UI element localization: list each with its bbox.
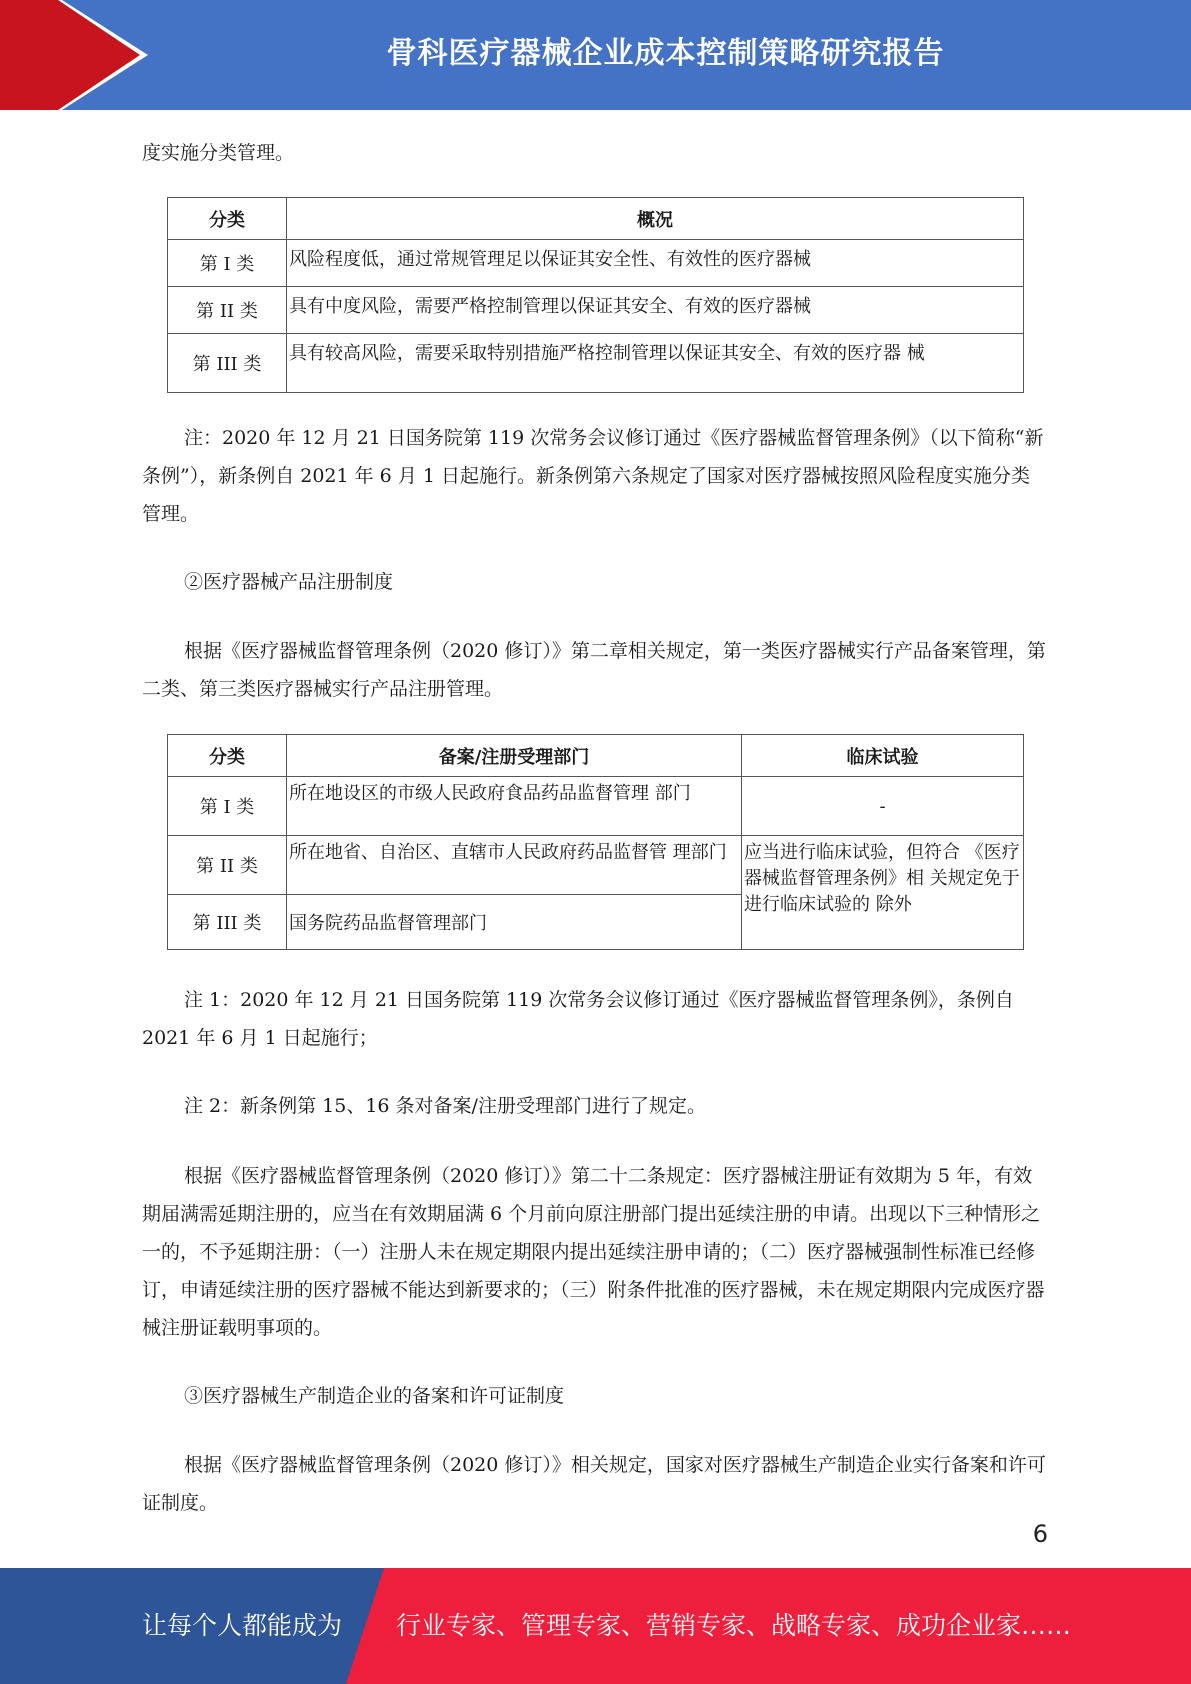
clinical-trial-merged-cell: 应当进行临床试验，但符合 《医疗器械监督管理条例》相 关规定免于进行临床试验的 除外 [742,836,1024,950]
column-header-category: 分类 [168,198,287,240]
column-header-overview: 概况 [287,198,1024,240]
table-row [168,334,1024,393]
note-paragraph: 注 2：新条例第 15、16 条对备案/注册受理部门进行了规定。 [184,1095,706,1117]
note-paragraph: 注 1：2020 年 12 月 21 日国务院第 119 次常务会议修订通过《医疗器械监督管理条例》，条例自 2021 年 6 月 1 日起施行； [142,989,1014,1049]
department-cell: 所在地省、自治区、直辖市人民政府药品监督管 理部门 [287,836,742,895]
body-paragraph: 根据《医疗器械监督管理条例（2020 修订）》第二十二条规定：医疗器械注册证有效期为 5 年，有效期届满需延期注册的，应当在有效期届满 6 个月前向原注册部门提出延续注册的申请。出现以下三种情形之一的，不予延期注册：（一）注册人未在规定期限内提出延续注册申请的；（二）医疗器械强制性标准已经修订，申请延续注册的医疗器械不能达到新要求的；（三）附条件批准的医疗器械，未在规定期限内完成医疗器械注册证载明事项的。 [142,1165,1045,1339]
overview-cell: 具有中度风险，需要严格控制管理以保证其安全、有效的医疗器械 [287,287,1024,334]
page-footer [0,1568,1191,1684]
table-row [168,836,1024,895]
page-number: 6 [1032,1520,1048,1548]
classification-table [167,197,1024,393]
intro-text: 度实施分类管理。 [142,142,295,164]
category-cell: 第 III 类 [168,895,287,950]
category-cell: 第 II 类 [168,287,287,334]
department-cell: 国务院药品监督管理部门 [287,895,742,950]
table-header-row [168,198,1024,240]
overview-cell: 具有较高风险，需要采取特别措施严格控制管理以保证其安全、有效的医疗器 械 [287,334,1024,393]
footer-slogan-right: 行业专家、管理专家、营销专家、战略专家、成功企业家…… [396,1611,1072,1640]
body-paragraph: 根据《医疗器械监督管理条例（2020 修订）》相关规定，国家对医疗器械生产制造企业实行备案和许可证制度。 [142,1454,1046,1514]
overview-cell: 风险程度低，通过常规管理足以保证其安全性、有效性的医疗器械 [287,240,1024,287]
document-title: 骨科医疗器械企业成本控制策略研究报告 [386,36,945,71]
section-heading: ②医疗器械产品注册制度 [184,571,394,593]
column-header-clinical-trial: 临床试验 [742,735,1024,777]
column-header-department: 备案/注册受理部门 [287,735,742,777]
table-row [168,240,1024,287]
category-cell: 第 I 类 [168,240,287,287]
category-cell: 第 II 类 [168,836,287,895]
body-paragraph: 根据《医疗器械监督管理条例（2020 修订）》第二章相关规定，第一类医疗器械实行产品备案管理，第二类、第三类医疗器械实行产品注册管理。 [142,640,1046,700]
column-header-category: 分类 [168,735,287,777]
page-header [0,0,1191,110]
section-heading: ③医疗器械生产制造企业的备案和许可证制度 [184,1385,565,1407]
table-header-row [168,735,1024,777]
table-row [168,287,1024,334]
registration-table [167,734,1024,950]
category-cell: 第 I 类 [168,777,287,836]
table-row [168,777,1024,836]
clinical-trial-cell: - [742,777,1024,836]
category-cell: 第 III 类 [168,334,287,393]
footer-slogan-left: 让每个人都能成为 [142,1611,343,1640]
note-paragraph: 注：2020 年 12 月 21 日国务院第 119 次常务会议修订通过《医疗器械监督管理条例》（以下简称“新条例”），新条例自 2021 年 6 月 1 日起施行。新条例第六条规定了国家对医疗器械按照风险程度实施分类管理。 [142,427,1044,525]
department-cell: 所在地设区的市级人民政府食品药品监督管理 部门 [287,777,742,836]
